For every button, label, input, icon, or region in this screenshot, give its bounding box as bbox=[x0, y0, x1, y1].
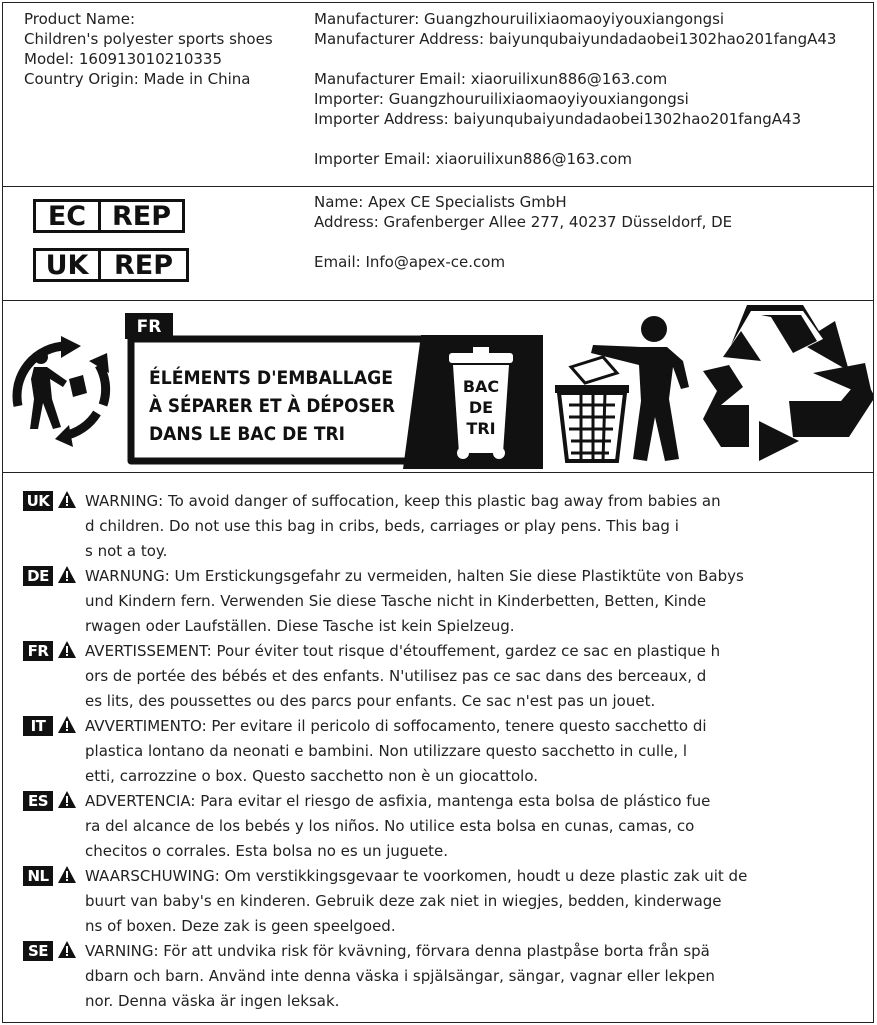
warning-line: ns of boxen. Deze zak is geen speelgoed. bbox=[85, 917, 396, 935]
ec-rep-badge-left: EC bbox=[36, 202, 101, 230]
warning-line: etti, carrozzine o box. Questo sacchetto non è un giocattolo. bbox=[85, 767, 539, 785]
tidyman-icon bbox=[555, 316, 689, 461]
product-name: Children's polyester sports shoes bbox=[24, 30, 273, 48]
warning-line: WAARSCHUWING: Om verstikkingsgevaar te voorkomen, houdt u deze plastic zak uit de bbox=[85, 867, 748, 885]
product-model: Model: 160913010210335 bbox=[24, 50, 223, 68]
triman-info-box bbox=[125, 313, 543, 469]
uk-rep-badge-right: REP bbox=[113, 249, 174, 281]
product-details bbox=[24, 9, 273, 89]
warning-line: VARNING: För att undvika risk för kvävning, förvara denna plastpåse borta från spä bbox=[85, 942, 710, 960]
warning-line: rwagen oder Laufställen. Diese Tasche ist kein Spielzeug. bbox=[85, 617, 515, 635]
country-origin: Country Origin: Made in China bbox=[24, 70, 251, 88]
recycling-section bbox=[3, 301, 873, 473]
language-flag-badge: IT bbox=[23, 716, 53, 736]
representative-details bbox=[314, 192, 732, 272]
warning-line: checitos o corrales. Esta bolsa no es un juguete. bbox=[85, 842, 449, 860]
warning-line: und Kindern fern. Verwenden Sie diese Tasche nicht in Kinderbetten, Betten, Kinde bbox=[85, 592, 707, 610]
representative-address: Address: Grafenberger Allee 277, 40237 Düsseldorf, DE bbox=[314, 213, 733, 231]
warning-triangle-icon bbox=[57, 715, 77, 735]
triman-recycle-person-icon bbox=[17, 336, 109, 447]
spacer-line bbox=[314, 232, 732, 252]
manufacturer-email: Manufacturer Email: xiaoruilixun886@163.com bbox=[314, 70, 668, 88]
uk-rep-badge bbox=[33, 248, 189, 282]
warning-text bbox=[85, 714, 707, 789]
warning-line: ADVERTENCIA: Para evitar el riesgo de asfixia, mantenga esta bolsa de plástico fue bbox=[85, 792, 711, 810]
language-flag-badge: UK bbox=[23, 491, 53, 511]
bin-line-3: TRI bbox=[466, 419, 496, 438]
bin-line-1: BAC bbox=[462, 377, 500, 396]
warning-line: WARNING: To avoid danger of suffocation, keep this plastic bag away from babies an bbox=[85, 492, 721, 510]
warnings-section bbox=[3, 473, 873, 1022]
warning-line: WARNUNG: Um Erstickungsgefahr zu vermeiden, halten Sie diese Plastiktüte von Babys bbox=[85, 567, 744, 585]
spacer-line bbox=[314, 129, 836, 149]
language-flag-badge: NL bbox=[23, 866, 53, 886]
warning-triangle-icon bbox=[57, 640, 77, 660]
triman-line-2: À SÉPARER ET À DÉPOSER bbox=[149, 395, 427, 417]
uk-rep-badge-left: UK bbox=[36, 251, 101, 279]
recycling-graphics bbox=[3, 301, 873, 471]
product-label bbox=[2, 2, 874, 1023]
spacer-line bbox=[314, 49, 836, 69]
warning-line: buurt van baby's en kinderen. Gebruik deze zak niet in wiegjes, bedden, kinderwage bbox=[85, 892, 722, 910]
recycle-arrows-icon bbox=[703, 305, 873, 461]
importer-email: Importer Email: xiaoruilixun886@163.com bbox=[314, 150, 632, 168]
product-info-section bbox=[3, 3, 873, 187]
manufacturer-name: Manufacturer: Guangzhouruilixiaomaoyiyouxiangongsi bbox=[314, 10, 725, 28]
warning-text bbox=[85, 939, 715, 1014]
ec-rep-badge bbox=[33, 199, 185, 233]
representative-name: Name: Apex CE Specialists GmbH bbox=[314, 193, 567, 211]
importer-name: Importer: Guangzhouruilixiaomaoyiyouxiangongsi bbox=[314, 90, 689, 108]
language-flag-badge: SE bbox=[23, 941, 53, 961]
importer-address: Importer Address: baiyunqubaiyundadaobei1302hao201fangA43 bbox=[314, 110, 802, 128]
warning-text bbox=[85, 864, 747, 939]
warning-text bbox=[85, 639, 720, 714]
manufacturer-address: Manufacturer Address: baiyunqubaiyundadaobei1302hao201fangA43 bbox=[314, 30, 837, 48]
representative-email: Email: Info@apex-ce.com bbox=[314, 253, 506, 271]
triman-line-3: DANS LE BAC DE TRI bbox=[149, 423, 345, 445]
warning-triangle-icon bbox=[57, 490, 77, 510]
warning-line: ors de portée des bébés et des enfants. N'utilisez pas ce sac dans des berceaux, d bbox=[85, 667, 707, 685]
warning-line: plastica lontano da neonati e bambini. Non utilizzare questo sacchetto in culle, l bbox=[85, 742, 688, 760]
warning-line: AVVERTIMENTO: Per evitare il pericolo di soffocamento, tenere questo sacchetto di bbox=[85, 717, 707, 735]
language-flag-badge: DE bbox=[23, 566, 53, 586]
warning-line: d children. Do not use this bag in cribs, beds, carriages or play pens. This bag i bbox=[85, 517, 679, 535]
warning-text bbox=[85, 789, 710, 864]
warning-triangle-icon bbox=[57, 940, 77, 960]
warning-text bbox=[85, 489, 721, 564]
representative-section bbox=[3, 187, 873, 301]
language-flag-badge: FR bbox=[23, 641, 53, 661]
warning-line: s not a toy. bbox=[85, 542, 168, 560]
warning-triangle-icon bbox=[57, 565, 77, 585]
language-flag-badge: ES bbox=[23, 791, 53, 811]
warning-line: ra del alcance de los bebés y los niños. No utilice esta bolsa en cunas, camas, co bbox=[85, 817, 695, 835]
warning-line: nor. Denna väska är ingen leksak. bbox=[85, 992, 340, 1010]
product-name-heading: Product Name: bbox=[24, 10, 136, 28]
warning-triangle-icon bbox=[57, 790, 77, 810]
warning-text bbox=[85, 564, 744, 639]
warning-triangle-icon bbox=[57, 865, 77, 885]
bin-line-2: DE bbox=[468, 398, 494, 417]
ec-rep-badge-right: REP bbox=[111, 200, 172, 232]
warning-line: es lits, des poussettes ou des parcs pour enfants. Ce sac n'est pas un jouet. bbox=[85, 692, 656, 710]
warning-line: dbarn och barn. Använd inte denna väska i spjälsängar, sängar, vagnar eller lekpen bbox=[85, 967, 715, 985]
triman-line-1: ÉLÉMENTS D'EMBALLAGE bbox=[149, 367, 419, 389]
manufacturer-details bbox=[314, 9, 836, 169]
triman-tag: FR bbox=[136, 317, 162, 337]
warning-line: AVERTISSEMENT: Pour éviter tout risque d'étouffement, gardez ce sac en plastique h bbox=[85, 642, 721, 660]
